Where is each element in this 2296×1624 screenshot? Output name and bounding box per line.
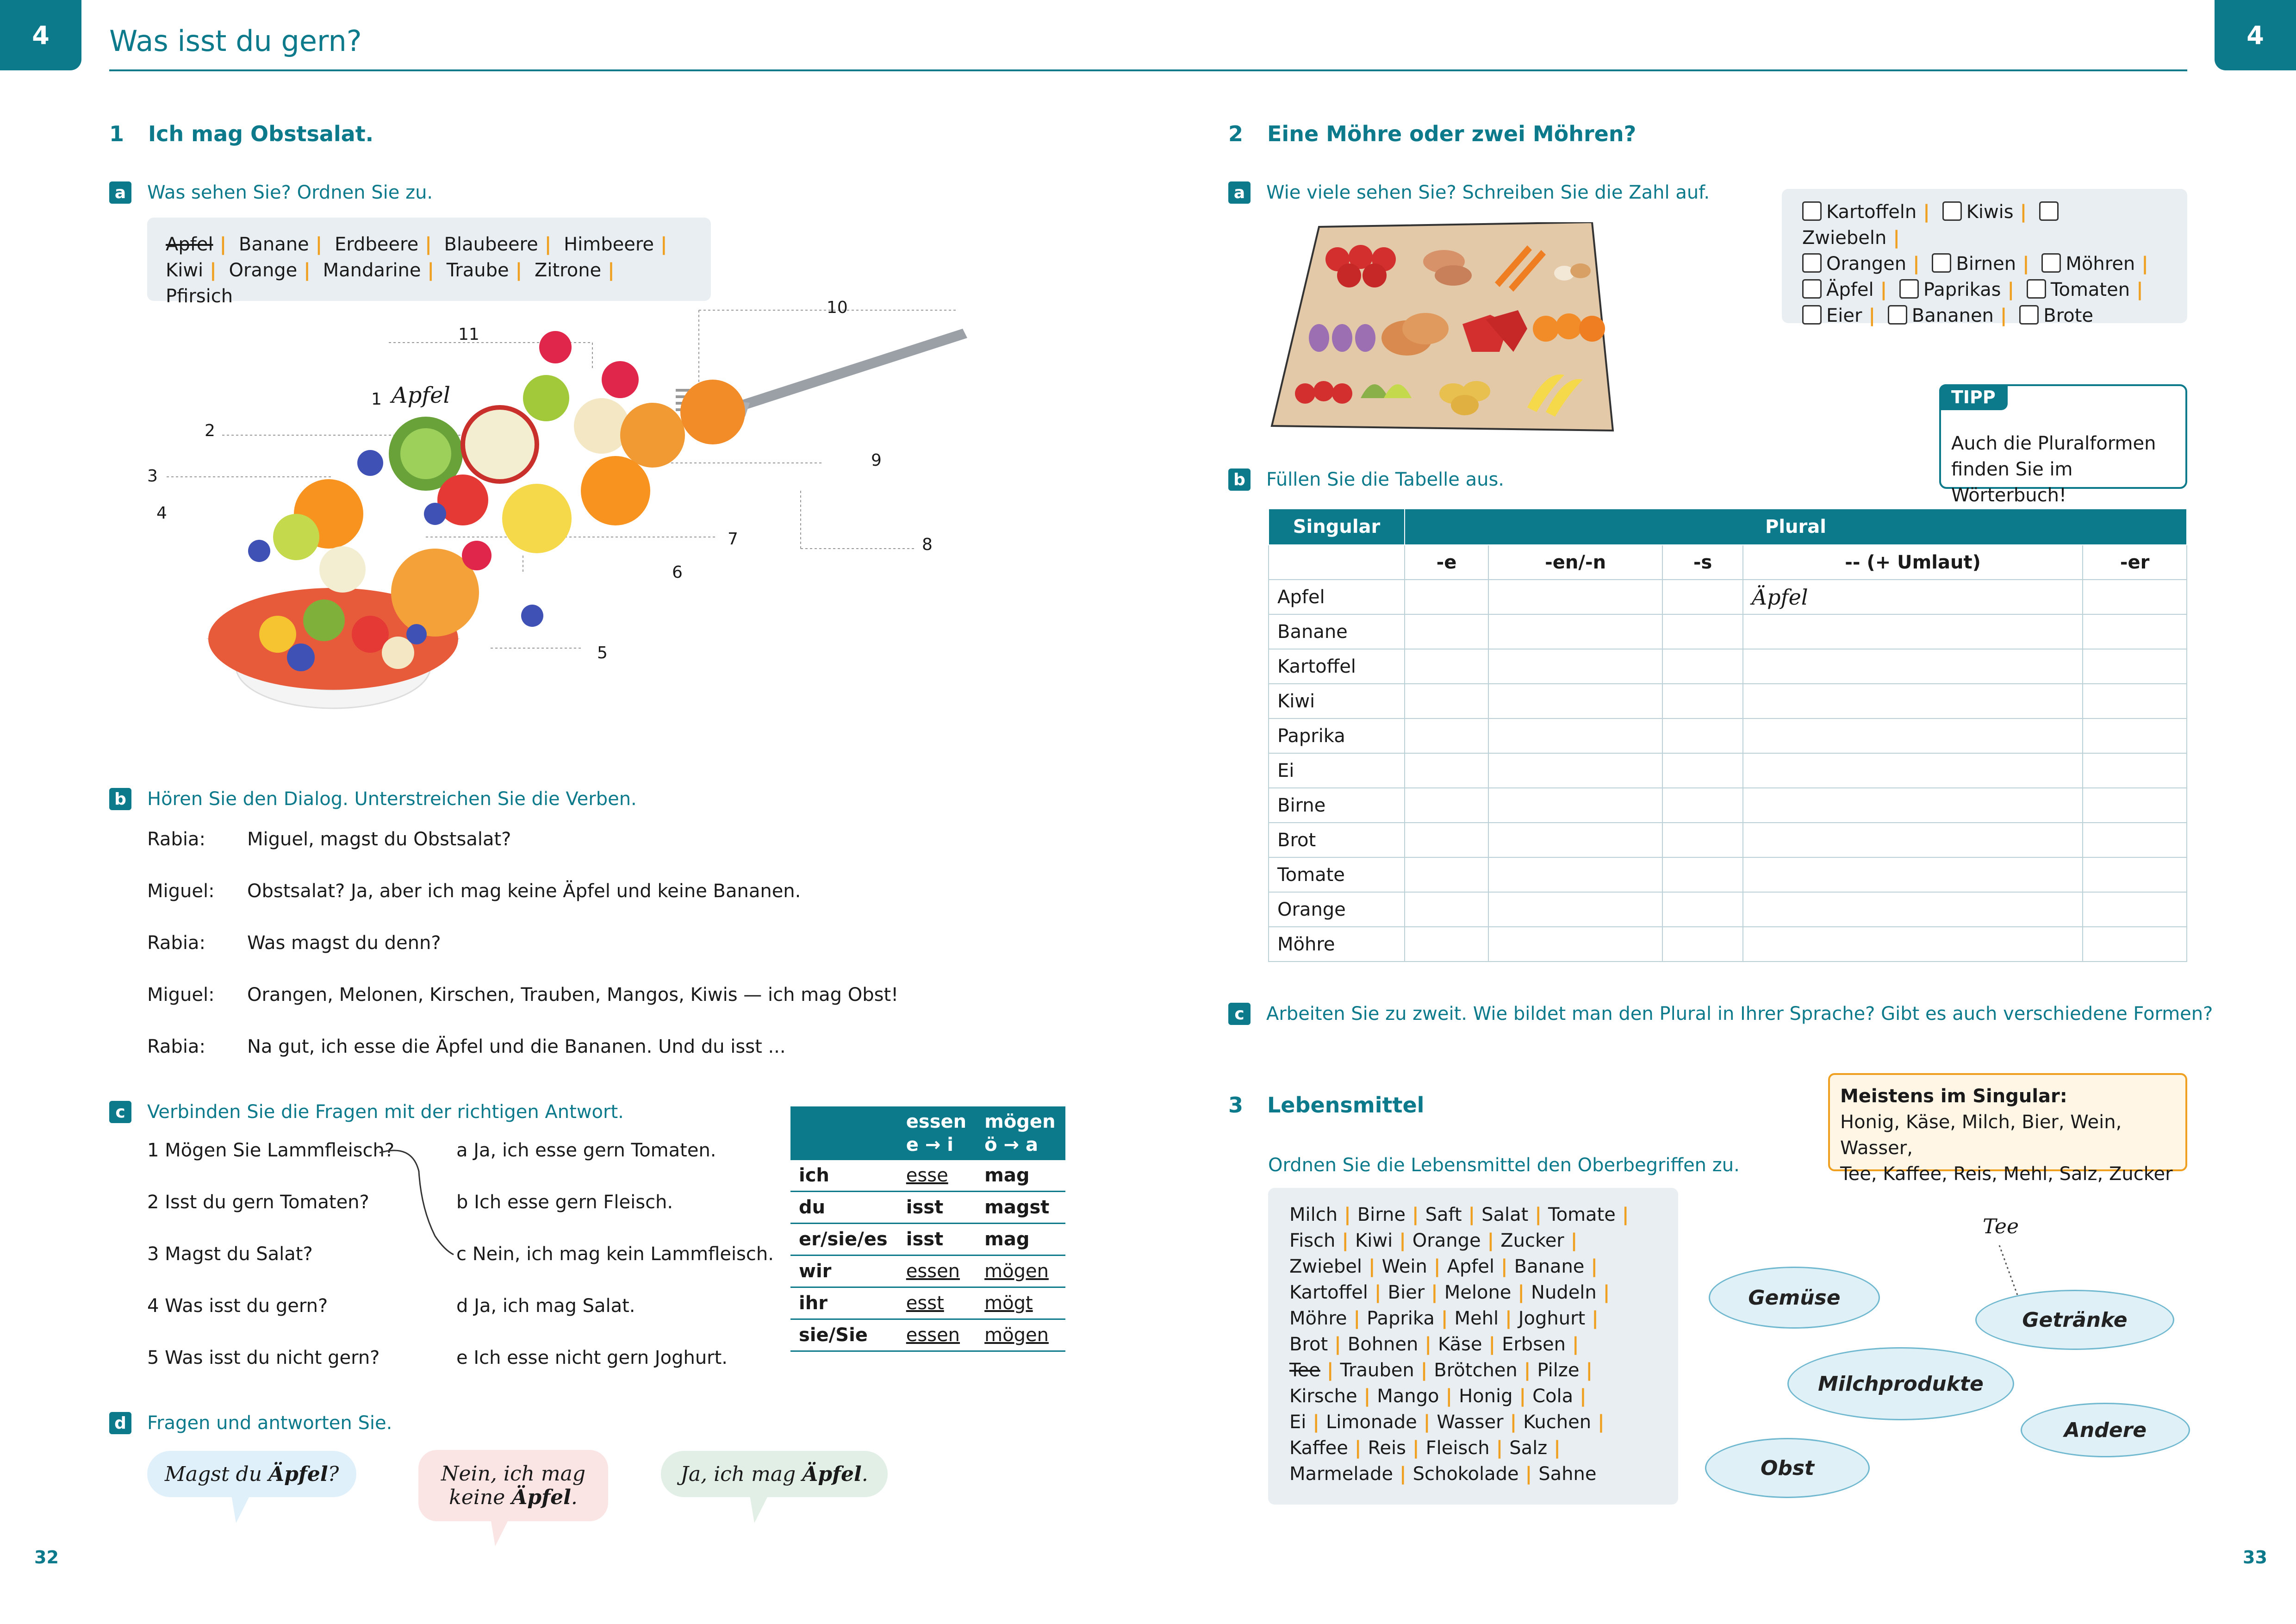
conj-header-moegen: mögen ö → a [976,1106,1065,1160]
word-item: Fleisch [1425,1437,1490,1459]
food-word-row: Kaffee | Reis | Fleisch | Salz | [1289,1437,1561,1459]
table-row: Apfel Äpfel [1269,580,2187,614]
word-item: Kartoffel [1289,1282,1368,1303]
bubble-tail [231,1495,250,1528]
table-row: Möhre [1269,927,2187,962]
food-word-row: Tee | Trauben | Brötchen | Pilze | [1289,1360,1593,1381]
word-item: Himbeere [564,234,654,255]
section-1c-instruction: c Verbinden Sie die Fragen mit der richtigen Antwort. [109,1101,624,1123]
fruit-word-row-1: Apfel | Banane | Erdbeere | Blaubeere | Himbeere | [166,234,667,255]
answer-item: d Ja, ich mag Salat. [456,1295,635,1317]
word-item: Zitrone [534,260,602,281]
table-row: ich esse mag [790,1160,1065,1192]
conj-header-essen: essen e → i [898,1106,976,1160]
word-item: Cola [1532,1386,1574,1407]
table-row: ihr esst mögt [790,1287,1065,1319]
checkbox[interactable] [2041,253,2061,273]
tip-box [1939,384,2187,506]
speech-bubble-yes: Ja, ich mag Äpfel. [661,1451,888,1497]
tip-label: TIPP [1939,384,2008,410]
section-1-heading: 1 Ich mag Obstsalat. [109,121,374,146]
word-item: Erdbeere [335,234,419,255]
word-item: Joghurt [1518,1308,1586,1329]
word-item: Zucker [1500,1230,1564,1251]
fruit-word-box [147,218,711,307]
table-row: Brot [1269,823,2187,857]
header-plural: Plural [1405,509,2187,545]
checklist-row: Eier | Bananen | Brote [1802,303,2167,329]
answer-item: a Ja, ich esse gern Tomaten. [456,1140,716,1161]
bubble-tail [750,1495,768,1528]
table-row: Banane [1269,614,2187,649]
answer-item: c Nein, ich mag kein Lammfleisch. [456,1243,774,1265]
label-1: 1 [371,390,382,409]
word-item: Kuchen [1523,1412,1592,1433]
section-3-instruction: Ordnen Sie die Lebensmittel den Oberbegriffen zu. [1268,1155,1740,1176]
word-item: Möhre [1289,1308,1347,1329]
answer-apfel: Apfel [392,382,450,408]
word-item: Salz [1509,1437,1548,1459]
food-word-lines [1289,1202,1657,1487]
checkbox[interactable] [2027,279,2046,299]
word-item: Apfel [1447,1256,1495,1277]
word-item: Honig [1459,1386,1513,1407]
food-word-row: Zwiebel | Wein | Apfel | Banane | [1289,1256,1598,1277]
word-item: Birne [1357,1204,1406,1225]
checklist-row: Äpfel | Paprikas | Tomaten | [1802,277,2167,303]
speech-bubble-no: Nein, ich mag keine Äpfel. [418,1450,608,1521]
table-row: Orange [1269,892,2187,927]
label-4: 4 [156,504,167,523]
word-item: Reis [1368,1437,1406,1459]
section-1d-instruction: d Fragen und antworten Sie. [109,1412,392,1434]
category-andere[interactable]: Andere [2021,1403,2190,1457]
checkbox[interactable] [2019,305,2039,325]
word-item: Saft [1425,1204,1462,1225]
chapter-tab-right [2215,0,2296,70]
question-item: 4 Was isst du gern? [147,1295,328,1317]
word-item: Kirsche [1289,1386,1357,1407]
food-word-row: Ei | Limonade | Wasser | Kuchen | [1289,1412,1605,1433]
checkbox[interactable] [1802,279,1822,299]
section-1a-instruction: a Was sehen Sie? Ordnen Sie zu. [109,181,433,204]
food-word-row: Kirsche | Mango | Honig | Cola | [1289,1386,1587,1407]
category-gemuese[interactable]: Gemüse [1709,1267,1880,1329]
label-9: 9 [871,451,882,470]
word-item: Mehl [1454,1308,1499,1329]
answer-item: e Ich esse nicht gern Joghurt. [456,1347,728,1368]
word-item: Nudeln [1531,1282,1597,1303]
chapter-title: Was isst du gern? [109,24,362,58]
word-item: Trauben [1340,1360,1414,1381]
checklist-row: Kartoffeln | Kiwis | Zwiebeln | [1802,199,2167,251]
food-word-row: Möhre | Paprika | Mehl | Joghurt | [1289,1308,1599,1329]
word-item: Kiwi [166,260,204,281]
word-item: Melone [1444,1282,1512,1303]
checkbox[interactable] [1802,305,1822,325]
word-item: Zwiebel [1289,1256,1362,1277]
checkbox[interactable] [2039,201,2059,221]
chapter-tab-left [0,0,81,70]
word-item: Orange [229,260,298,281]
fruit-word-row-2: Kiwi | Orange | Mandarine | Traube | Zitrone | Pfirsich [166,260,615,307]
word-item: Ei [1289,1412,1307,1433]
label-10: 10 [827,298,848,317]
word-item: Limonade [1326,1412,1417,1433]
table-row: Kartoffel [1269,649,2187,684]
label-6: 6 [672,563,683,582]
word-item: Pilze [1537,1360,1580,1381]
word-item: Kaffee [1289,1437,1348,1459]
word-item: Tomate [1548,1204,1616,1225]
table-row: Paprika [1269,718,2187,753]
plural-table: Singular Plural -e -en/-n -s -- (+ Umlaut) -er Apfel Äpfel Banane Kartoffel Kiwi Paprika Ei Birne Brot Tomate Orange Möhre [1268,508,2187,962]
word-item: Banane [238,234,309,255]
connecting-line [375,1143,467,1264]
category-obst[interactable]: Obst [1705,1438,1870,1498]
word-item: Brot [1289,1334,1328,1355]
checklist-row: Orangen | Birnen | Möhren | [1802,251,2167,277]
section-2-heading: 2 Eine Möhre oder zwei Möhren? [1228,121,1636,146]
table-row: Birne [1269,788,2187,823]
word-item: Salat [1481,1204,1529,1225]
example-answer: Äpfel [1743,580,2083,614]
food-word-row: Kartoffel | Bier | Melone | Nudeln | [1289,1282,1610,1303]
question-item: 3 Magst du Salat? [147,1243,313,1265]
letter-badge: c [109,1101,131,1123]
dialog-line: Miguel: Obstsalat? Ja, aber ich mag keine Äpfel und keine Bananen. [147,881,801,902]
food-word-row: Milch | Birne | Saft | Salat | Tomate | [1289,1204,1629,1225]
conjugation-table [790,1106,1065,1352]
word-item: Milch [1289,1204,1338,1225]
section-2b-instruction: b Füllen Sie die Tabelle aus. [1228,468,1504,491]
word-item: Apfel [166,234,213,255]
word-item: Pfirsich [166,286,233,307]
word-item: Banane [1514,1256,1585,1277]
category-getraenke[interactable]: Getränke [1975,1290,2174,1350]
word-item: Wasser [1437,1412,1504,1433]
table-row: Kiwi [1269,684,2187,718]
word-item: Erbsen [1502,1334,1566,1355]
chapter-number: 4 [2246,20,2264,50]
answer-item: b Ich esse gern Fleisch. [456,1192,673,1213]
word-item: Blaubeere [444,234,538,255]
checkbox[interactable] [1932,253,1951,273]
fruit-salad-illustration [139,296,972,750]
word-item: Brötchen [1434,1360,1518,1381]
food-word-row: Fisch | Kiwi | Orange | Zucker | [1289,1230,1578,1251]
dialog-line: Rabia: Na gut, ich esse die Äpfel und die Bananen. Und du isst ... [147,1036,786,1057]
letter-badge: a [1228,181,1251,204]
section-1b-instruction: b Hören Sie den Dialog. Unterstreichen Sie die Verben. [109,788,637,810]
question-item: 2 Isst du gern Tomaten? [147,1192,369,1213]
word-item: Mango [1377,1386,1439,1407]
word-item: Käse [1437,1334,1482,1355]
checkbox[interactable] [1888,305,1907,325]
word-item: Sahne [1538,1463,1597,1485]
page-number-right: 33 [2243,1547,2267,1568]
bubble-tail [491,1518,509,1551]
label-8: 8 [922,535,933,554]
food-word-row: Brot | Bohnen | Käse | Erbsen | [1289,1334,1579,1355]
dialog-line: Miguel: Orangen, Melonen, Kirschen, Trauben, Mangos, Kiwis — ich mag Obst! [147,984,899,1006]
food-word-box [1268,1188,1678,1505]
letter-badge: d [109,1412,131,1434]
tip-text: Auch die Pluralformen finden Sie im Wörterbuch! [1951,433,2156,506]
table-row: wir essen mögen [790,1255,1065,1287]
table-row: er/sie/es isst mag [790,1224,1065,1255]
word-item: Marmelade [1289,1463,1393,1485]
label-11: 11 [458,325,479,344]
word-item: Tee [1289,1360,1320,1381]
label-2: 2 [205,421,215,440]
checkbox[interactable] [1942,201,1962,221]
section-2a-instruction: a Wie viele sehen Sie? Schreiben Sie die Zahl auf. [1228,181,1710,204]
word-item: Fisch [1289,1230,1336,1251]
section-2c-instruction: c Arbeiten Sie zu zweit. Wie bildet man den Plural in Ihrer Sprache? Gibt es auch verschiedene Formen? [1228,1003,2213,1025]
word-item: Bohnen [1347,1334,1419,1355]
note-title: Meistens im Singular: [1840,1086,2067,1107]
chapter-number: 4 [32,20,50,50]
question-item: 5 Was isst du nicht gern? [147,1347,380,1368]
dialog-line: Rabia: Was magst du denn? [147,932,441,954]
section-3-heading: 3 Lebensmittel [1228,1093,1425,1118]
vegetables-illustration [1268,222,1620,435]
page-number-left: 32 [34,1547,59,1568]
header-singular: Singular [1269,509,1405,545]
checkbox[interactable] [1802,253,1822,273]
header-rule [109,69,2187,71]
label-3: 3 [147,467,158,486]
checkbox[interactable] [1802,201,1822,221]
word-item: Mandarine [323,260,421,281]
table-row: du isst magst [790,1192,1065,1224]
letter-badge: b [1228,468,1251,491]
singular-note-box: Meistens im Singular: Honig, Käse, Milch, Bier, Wein, Wasser, Tee, Kaffee, Reis, Mehl, Salz, Zucker [1828,1073,2187,1171]
letter-badge: a [109,181,131,204]
letter-badge: b [109,788,131,810]
food-word-row: Marmelade | Schokolade | Sahne [1289,1463,1597,1485]
handwritten-tee: Tee [1983,1215,2019,1238]
checkbox[interactable] [1899,279,1919,299]
dotted-connector [1990,1245,2027,1301]
letter-badge: c [1228,1003,1251,1025]
speech-bubble-question: Magst du Äpfel? [147,1451,356,1497]
question-item: 1 Mögen Sie Lammfleisch? [147,1140,395,1161]
table-row: sie/Sie essen mögen [790,1319,1065,1351]
word-item: Wein [1381,1256,1427,1277]
word-item: Schokolade [1412,1463,1519,1485]
vegetable-checklist [1782,189,2187,326]
label-5: 5 [597,643,608,662]
dialog-line: Rabia: Miguel, magst du Obstsalat? [147,829,511,850]
word-item: Paprika [1367,1308,1435,1329]
word-item: Kiwi [1355,1230,1393,1251]
table-row: Tomate [1269,857,2187,892]
word-item: Bier [1388,1282,1425,1303]
label-7: 7 [728,530,738,549]
table-row: Ei [1269,753,2187,788]
word-item: Orange [1412,1230,1481,1251]
category-milchprodukte[interactable]: Milchprodukte [1787,1347,2014,1420]
word-item: Traube [446,260,509,281]
